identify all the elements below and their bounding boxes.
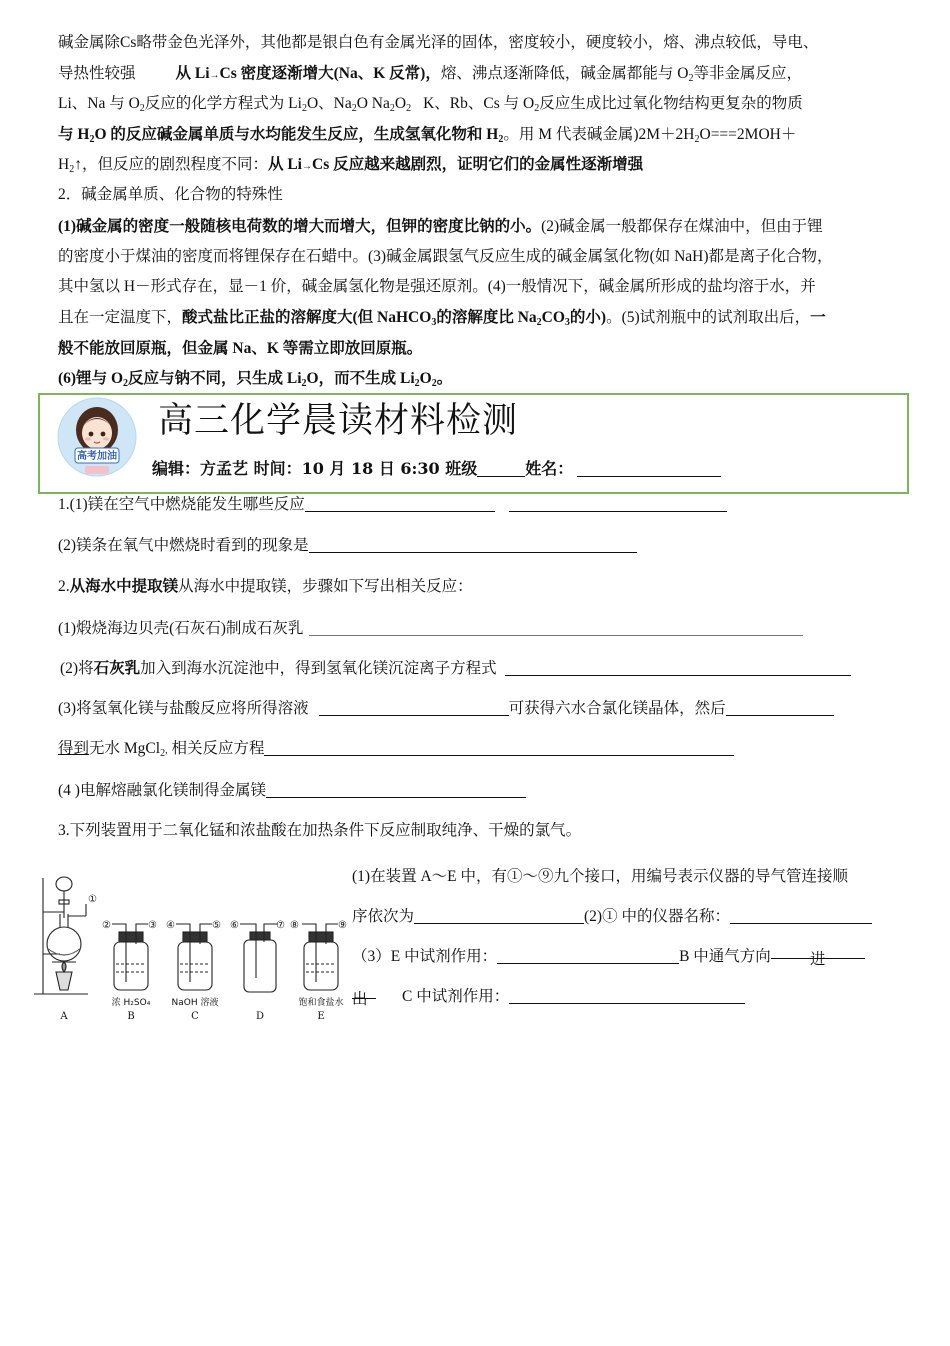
- text: 得到: [58, 740, 90, 757]
- answer-blank[interactable]: [309, 617, 803, 636]
- subscript: 2: [431, 378, 437, 389]
- text: 3.下列装置用于二氧化锰和浓盐酸在加热条件下反应制取纯净、干燥的氯气。: [58, 822, 582, 839]
- text: 反应的化学方程式为 Li: [144, 95, 302, 112]
- notes-line-2: [58, 58, 904, 91]
- text: (2)将: [60, 660, 94, 677]
- text: (3)将氢氧化镁与盐酸反应将所得溶液: [58, 700, 309, 717]
- text: 熔、沸点逐渐降低，碱金属都能与 O: [440, 65, 689, 82]
- text: 相关反应方程: [171, 740, 265, 757]
- text: (1)在装置 A～E 中，有①～⑨九个接口，用编号表示仪器的导气管连接顺: [352, 868, 848, 885]
- page-title: 高三化学晨读材料检测: [158, 401, 519, 441]
- text: O===2MOH＋: [699, 126, 797, 143]
- question-3-1-cont: [352, 897, 902, 937]
- apparatus-diagram: [30, 870, 350, 1020]
- subscript: 2: [301, 103, 307, 114]
- subscript: 2: [389, 103, 395, 114]
- text: 的密度小于煤油的密度而将锂保存在石蜡中。(3)碱金属跟氢气反应生成的碱金属氢化物(如 NaH)都是离子化合物，: [58, 248, 833, 265]
- question-3-1: [352, 857, 902, 897]
- answer-blank[interactable]: [309, 534, 637, 553]
- header-info: [152, 457, 721, 481]
- text: 从 Li: [175, 65, 210, 82]
- device-label: E: [317, 1011, 325, 1020]
- notes-line-10: [58, 302, 904, 333]
- subscript: 2: [414, 378, 420, 389]
- text: ↑，但反应的剧烈程度不同：: [74, 156, 268, 173]
- text: 导热性较强: [58, 65, 136, 82]
- question-2-3-cont: 得到无水 MgCl$_2$, 相关反应方程: [58, 733, 904, 766]
- text: (6)锂与 O: [58, 370, 124, 387]
- answer-blank[interactable]: [352, 980, 376, 1008]
- port-label: ③: [148, 920, 157, 931]
- subscript: 2: [301, 378, 307, 389]
- text: 无水 MgCl: [89, 740, 161, 757]
- answer-blank[interactable]: [726, 697, 834, 716]
- notes-line-4: [58, 119, 904, 150]
- text: 用 M 代表碱金属)2M＋2H: [518, 126, 695, 143]
- subscript: 2: [69, 164, 75, 175]
- text: 的小): [569, 309, 607, 326]
- text: B 中通气方向: [679, 948, 771, 965]
- subscript: 2: [694, 134, 700, 145]
- port-label: ⑤: [212, 920, 221, 931]
- answer-blank[interactable]: [305, 493, 495, 512]
- question-3-3-cont: [352, 977, 902, 1017]
- subscript: 2: [498, 134, 504, 145]
- question-2-1: [58, 613, 904, 644]
- subscript: 3: [431, 317, 437, 328]
- text: 碱金属除Cs略带金色光泽外，其他都是银白色有金属光泽的固体，密度较小，硬度较小，熔、沸点较低，导电、: [58, 34, 819, 51]
- text: (4 )电解熔融氯化镁制得金属镁: [58, 782, 266, 799]
- question-2-2: [60, 653, 906, 684]
- text: 。(5)试剂瓶中的试剂取出后，: [606, 309, 811, 326]
- arrow: →: [209, 70, 220, 81]
- question-2-3: [58, 693, 904, 724]
- subscript: 2: [351, 103, 357, 114]
- text: 的溶解度比 Na: [436, 309, 537, 326]
- answer-blank[interactable]: [771, 940, 865, 968]
- text: Cs 反应越来越剧烈，证明它们的金属性逐渐增强: [312, 156, 644, 173]
- port-label: ①: [88, 894, 97, 905]
- flask: [47, 927, 81, 961]
- device-label: D: [255, 1011, 265, 1020]
- text: 反应与钠不同，只生成 Li: [128, 370, 302, 387]
- text: 出: [352, 991, 368, 1008]
- answer-blank[interactable]: [509, 985, 745, 1004]
- subscript: 2: [160, 748, 166, 759]
- answer-blank[interactable]: [509, 493, 727, 512]
- text: Cs 密度逐渐增大(Na、K 反常)，: [219, 65, 441, 82]
- text: 酸式盐比正盐的溶解度大(但 NaHCO: [182, 309, 432, 326]
- device-label: C: [191, 1011, 199, 1020]
- funnel-bulb: [56, 877, 72, 891]
- arrow: →: [302, 161, 312, 172]
- text: 。: [503, 126, 519, 143]
- port-label: ②: [102, 920, 111, 931]
- subscript: 2: [406, 103, 412, 114]
- answer-blank[interactable]: [730, 905, 872, 924]
- text: K、Rb、Cs 与 O: [423, 95, 535, 112]
- reagent-label: 饱和食盐水: [298, 998, 344, 1008]
- port-label: ④: [166, 920, 175, 931]
- notes-line-3: [58, 88, 904, 119]
- text: 其中氢以 H－形式存在，显－1 价，碱金属氢化物是强还原剂。(4)一般情况下，碱金属所形成的盐均溶于水，并: [58, 278, 816, 295]
- text: 进: [810, 951, 826, 968]
- notes-line-9: [58, 271, 904, 302]
- text: (2)① 中的仪器名称：: [584, 908, 730, 925]
- text: 可获得六水合氯化镁晶体，然后: [508, 700, 726, 717]
- reagent-label: NaOH 溶液: [171, 998, 219, 1008]
- text: 一: [810, 309, 826, 326]
- notes-line-5: [58, 149, 904, 182]
- text: O: [394, 95, 407, 112]
- notes-line-8: [58, 241, 904, 272]
- notes-line-6: [58, 179, 904, 210]
- text: 反应生成比过氧化物结构更复杂的物质: [539, 95, 803, 112]
- answer-blank[interactable]: [497, 945, 679, 964]
- subscript: 2: [688, 73, 694, 84]
- subscript: 2: [536, 317, 542, 328]
- text: C 中试剂作用：: [402, 988, 510, 1005]
- text: 石灰乳: [93, 660, 141, 677]
- text: 2.: [58, 578, 70, 595]
- bottle-c: [178, 942, 212, 990]
- answer-blank[interactable]: [266, 779, 526, 798]
- subscript: 2: [123, 378, 129, 389]
- subscript: 2: [534, 103, 540, 114]
- question-3-3: [352, 937, 902, 977]
- question-1-2: [58, 530, 904, 561]
- text: O，而不生成 Li: [306, 370, 415, 387]
- device-label: A: [60, 1011, 68, 1020]
- text: (1)碱金属的密度一般随核电荷数的增大而增大，但钾的密度比钠的小。: [58, 218, 542, 235]
- notes-line-12: [58, 363, 904, 394]
- port-label: ⑧: [290, 920, 299, 931]
- avatar: [57, 397, 137, 477]
- name-blank[interactable]: [577, 458, 721, 477]
- port-label: ⑨: [338, 920, 347, 931]
- notes-line-1: [58, 27, 904, 58]
- answer-blank[interactable]: [505, 657, 851, 676]
- text: 从海水中提取镁: [69, 578, 179, 595]
- notes-line-11: [58, 333, 904, 364]
- reagent-label: 浓 H₂SO₄: [111, 998, 151, 1008]
- question-2-4: [58, 775, 904, 806]
- text: 且在一定温度下，: [58, 309, 183, 326]
- text: O 的反应碱金属单质与水均能发生反应，生成氢氧化物和 H: [94, 126, 499, 143]
- info-text: 编辑：方孟艺 时间：10 月 18 日 6:30 班级: [152, 459, 478, 478]
- text: 序依次为: [352, 908, 415, 925]
- text: 加入到海水沉淀池中，得到氢氧化镁沉淀离子方程式: [140, 660, 497, 677]
- answer-blank[interactable]: [414, 905, 584, 924]
- text: (2)碱金属一般都保存在煤油中，但由于锂: [541, 218, 823, 235]
- name-label: 姓名：: [525, 459, 574, 478]
- text: (2)镁条在氧气中燃烧时看到的现象是: [58, 537, 309, 554]
- text: O Na: [356, 95, 390, 112]
- bottle-e: [304, 942, 338, 990]
- text: 从 Li: [267, 156, 302, 173]
- question-2-title: [58, 571, 904, 602]
- bottle-b: [114, 942, 148, 990]
- text: 1.(1)镁在空气中燃烧能发生哪些反应: [58, 496, 305, 513]
- text: Li、Na 与 O: [58, 95, 140, 112]
- question-1-1: [58, 489, 904, 520]
- answer-blank[interactable]: [264, 737, 734, 756]
- text: H: [58, 156, 70, 173]
- bottle-d: [244, 940, 276, 992]
- question-3-title: [58, 815, 904, 846]
- subscript: 2: [139, 103, 145, 114]
- badge-text: 高考加油: [77, 451, 117, 462]
- text: 。: [436, 370, 453, 387]
- notes-line-7: [58, 211, 904, 242]
- port-label: ⑦: [276, 920, 285, 931]
- answer-blank[interactable]: [319, 697, 509, 716]
- text: 2．碱金属单质、化合物的特殊性: [58, 186, 283, 203]
- text: 般不能放回原瓶，但金属 Na、K 等需立即放回原瓶。: [58, 340, 423, 357]
- port-label: ⑥: [230, 920, 239, 931]
- class-blank[interactable]: [477, 458, 525, 477]
- text: 与 H: [58, 126, 90, 143]
- text: O: [419, 370, 432, 387]
- text: O、Na: [306, 95, 352, 112]
- text: 从海水中提取镁，步骤如下写出相关反应：: [178, 578, 473, 595]
- subscript: 3: [564, 317, 570, 328]
- text: (1)煅烧海边贝壳(石灰石)制成石灰乳: [58, 620, 304, 637]
- subscript: 2: [89, 134, 95, 145]
- text: 等非金属反应，: [693, 65, 802, 82]
- text: （3）E 中试剂作用：: [352, 948, 498, 965]
- device-label: B: [127, 1011, 135, 1020]
- text: CO: [541, 309, 565, 326]
